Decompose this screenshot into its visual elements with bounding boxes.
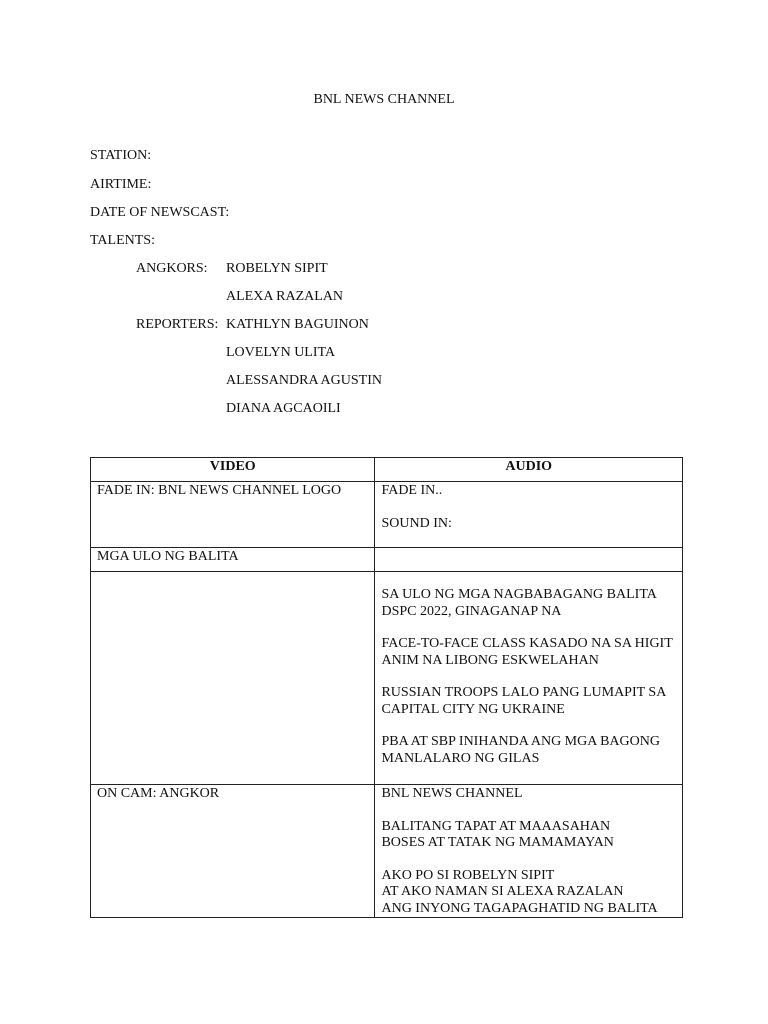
reporter-name: LOVELYN ULITA (226, 345, 336, 360)
audio-line: AKO PO SI ROBELYN SIPIT (381, 867, 555, 883)
audio-paragraph (381, 685, 676, 718)
audio-paragraph (381, 587, 676, 620)
reporter-name: DIANA AGCAOILI (226, 401, 341, 416)
audio-line: AT AKO NAMAN SI ALEXA RAZALAN (381, 884, 624, 899)
audio-cell (375, 548, 683, 572)
audio-cell (375, 572, 683, 785)
table-header-row (91, 458, 683, 482)
audio-line: FACE-TO-FACE CLASS KASADO NA SA HIGIT (381, 636, 673, 651)
audio-line: MANLALARO NG GILAS (381, 750, 540, 766)
audio-paragraph (381, 734, 676, 767)
date-of-newscast-label: DATE OF NEWSCAST: (90, 205, 230, 220)
table-row (91, 572, 683, 785)
audio-paragraph (381, 786, 676, 803)
reporter-name: ALESSANDRA AGUSTIN (226, 373, 382, 388)
reporter-name: KATHLYN BAGUINON (226, 317, 369, 332)
video-cell-text: ON CAM: ANGKOR (97, 786, 220, 801)
angkor-name: ALEXA RAZALAN (226, 289, 344, 304)
audio-cell (375, 785, 683, 918)
video-cell (91, 548, 375, 572)
video-cell-text: FADE IN: BNL NEWS CHANNEL LOGO (97, 483, 342, 498)
airtime-label: AIRTIME: (90, 177, 152, 192)
angkors-label: ANGKORS: (136, 261, 208, 276)
audio-paragraph (381, 819, 676, 852)
audio-line: BOSES AT TATAK NG MAMAMAYAN (381, 835, 614, 850)
audio-column-header: AUDIO (375, 458, 683, 482)
audio-cell (375, 482, 683, 548)
audio-line: CAPITAL CITY NG UKRAINE (381, 701, 565, 717)
audio-line: BALITANG TAPAT AT MAAASAHAN (381, 818, 611, 834)
audio-paragraph (381, 483, 676, 500)
video-cell (91, 482, 375, 548)
audio-line: FADE IN.. (381, 483, 443, 498)
audio-cell-text (381, 785, 676, 917)
document-title: BNL NEWS CHANNEL (313, 92, 455, 107)
audio-line: BNL NEWS CHANNEL (381, 786, 523, 801)
table-row (91, 482, 683, 548)
angkor-name: ROBELYN SIPIT (226, 261, 328, 276)
audio-line: RUSSIAN TROOPS LALO PANG LUMAPIT SA (381, 685, 667, 700)
table-row (91, 785, 683, 918)
video-cell-text: MGA ULO NG BALITA (97, 549, 239, 564)
talents-label: TALENTS: (90, 233, 155, 248)
table-row (91, 548, 683, 572)
audio-paragraph (381, 516, 676, 533)
audio-line: DSPC 2022, GINAGANAP NA (381, 603, 562, 619)
audio-line: ANG INYONG TAGAPAGHATID NG BALITA (381, 900, 658, 916)
video-cell (91, 785, 375, 918)
station-label: STATION: (90, 148, 152, 163)
video-column-header: VIDEO (91, 458, 375, 482)
audio-cell-text (381, 482, 676, 532)
audio-line: ANIM NA LIBONG ESKWELAHAN (381, 652, 599, 668)
audio-line: PBA AT SBP INIHANDA ANG MGA BAGONG (381, 734, 660, 749)
reporters-label: REPORTERS: (136, 317, 219, 332)
video-cell-text (97, 572, 368, 573)
audio-line: SA ULO NG MGA NAGBABAGANG BALITA (381, 587, 657, 602)
audio-paragraph (381, 868, 676, 918)
audio-line: SOUND IN: (381, 515, 452, 531)
video-audio-script-table (90, 457, 683, 918)
audio-paragraph (381, 636, 676, 669)
audio-cell-text (381, 572, 676, 767)
video-cell (91, 572, 375, 785)
